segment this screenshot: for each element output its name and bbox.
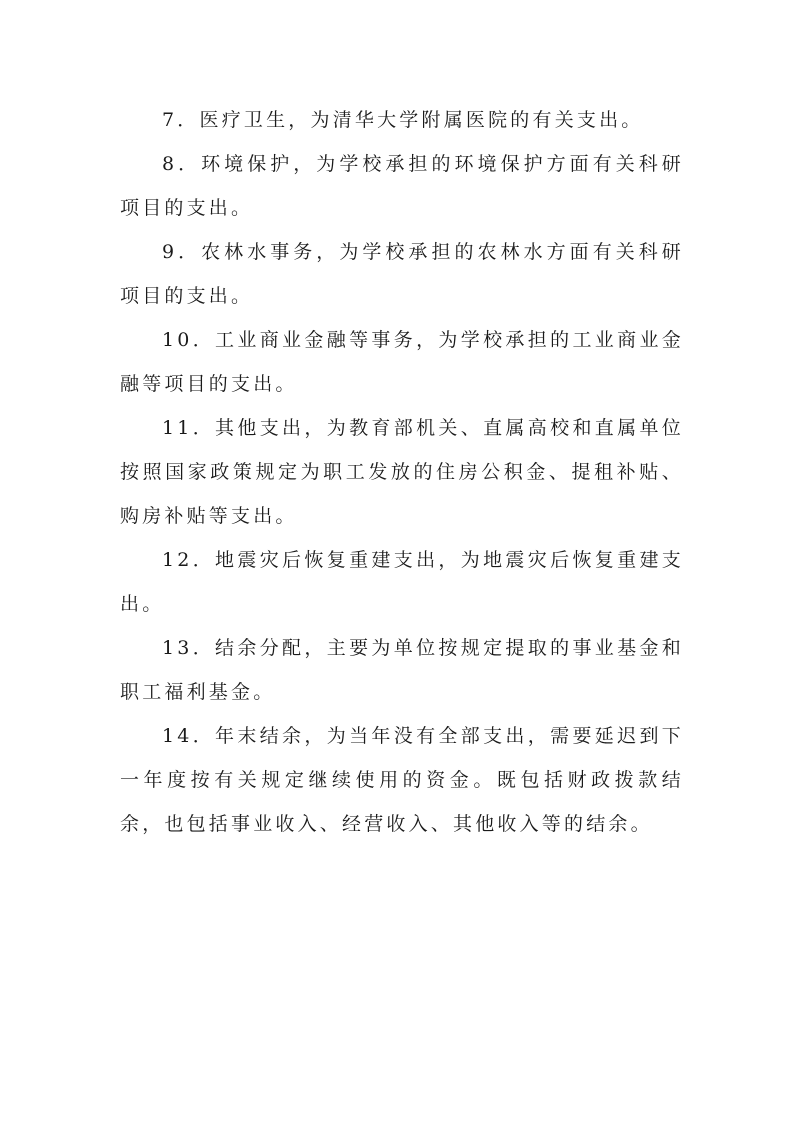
paragraph-item-12: 12．地震灾后恢复重建支出，为地震灾后恢复重建支出。 [120,549,684,615]
paragraph-item-13: 13．结余分配，主要为单位按规定提取的事业基金和职工福利基金。 [120,637,684,703]
paragraph-item-14: 14．年末结余，为当年没有全部支出，需要延迟到下一年度按有关规定继续使用的资金。既包括财政拨款结余，也包括事业收入、经营收入、其他收入等的结余。 [120,725,684,835]
document-body [120,98,684,846]
paragraph-item-10: 10．工业商业金融等事务，为学校承担的工业商业金融等项目的支出。 [120,329,684,395]
paragraph-item-8: 8．环境保护，为学校承担的环境保护方面有关科研项目的支出。 [120,153,684,219]
paragraph-item-11: 11．其他支出，为教育部机关、直属高校和直属单位按照国家政策规定为职工发放的住房公积金、提租补贴、购房补贴等支出。 [120,417,684,527]
paragraph-item-9: 9．农林水事务，为学校承担的农林水方面有关科研项目的支出。 [120,241,684,307]
paragraph-item-7: 7．医疗卫生，为清华大学附属医院的有关支出。 [162,109,644,131]
